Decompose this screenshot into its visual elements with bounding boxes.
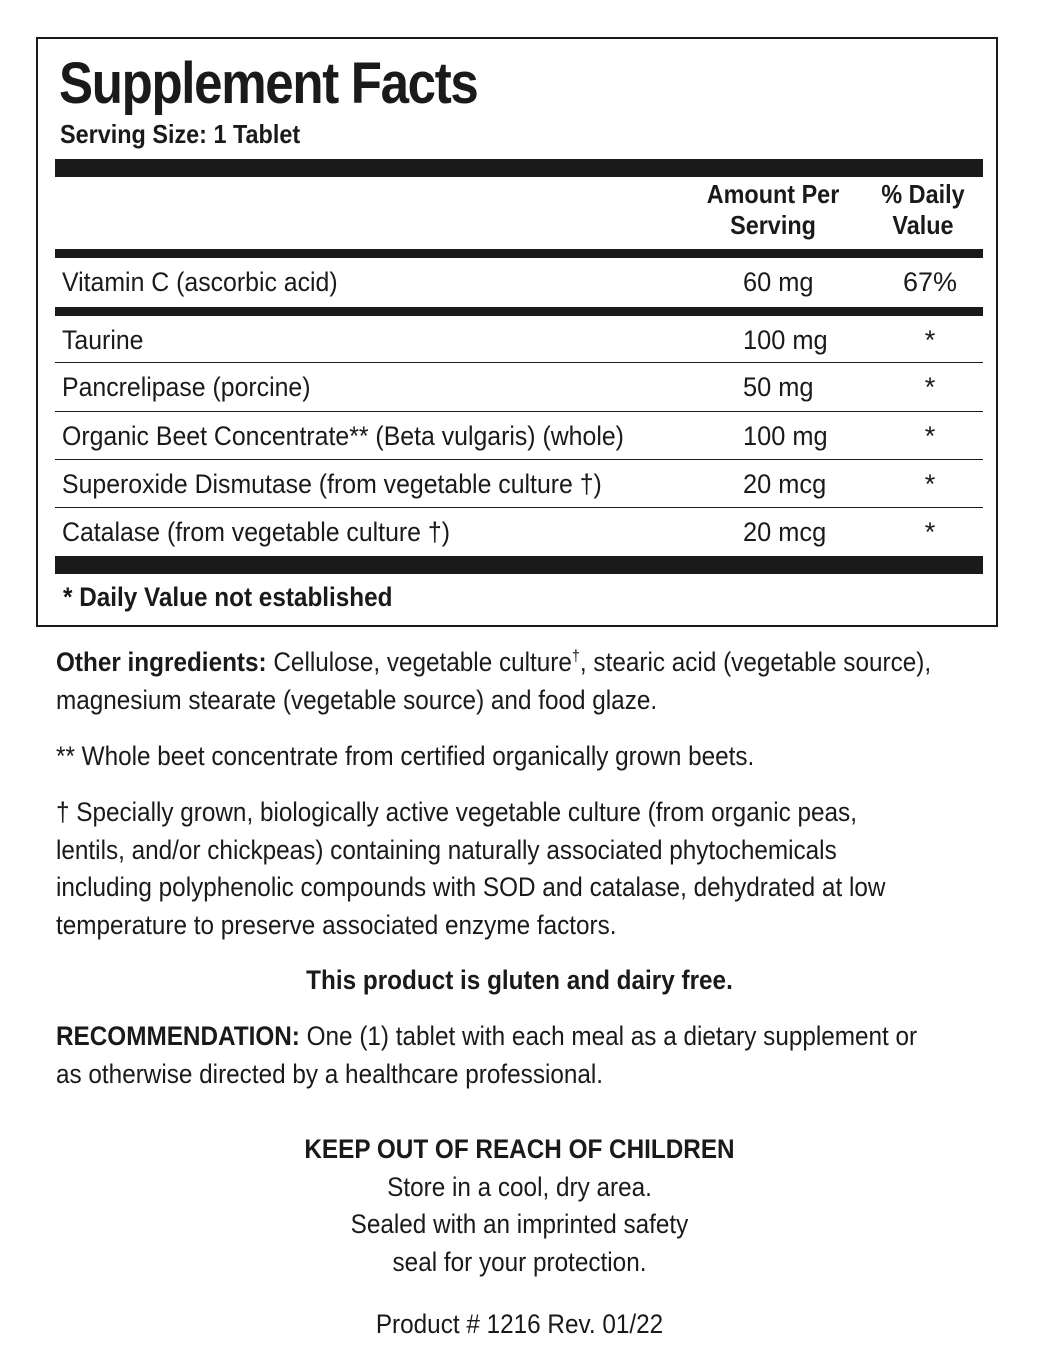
- facts-title: Supplement Facts: [59, 51, 478, 116]
- nutrient-amount: 50 mg: [743, 372, 814, 402]
- daily-value-header: % Daily Value: [881, 179, 965, 240]
- nutrient-daily-value: *: [924, 421, 936, 451]
- table-row: [55, 508, 983, 556]
- culture-note: † Specially grown, biologically active vegetable culture (from organic peas, lentils, and/or chickpeas) containing naturally associated phytochemicals including polyphenolic compounds with SOD and catalase, dehydrated at low temperature to preserve associated enzyme factors.: [56, 797, 886, 940]
- table-row: [55, 460, 983, 508]
- vitamin-divider-bar: [55, 307, 983, 316]
- nutrient-daily-value: *: [924, 325, 936, 355]
- table-row: [55, 412, 983, 460]
- supplement-facts-panel: [36, 37, 998, 627]
- bottom-divider-bar: [55, 556, 983, 574]
- nutrient-daily-value: *: [924, 517, 936, 547]
- top-divider-bar: [55, 159, 983, 177]
- nutrient-name: Pancrelipase (porcine): [62, 372, 311, 402]
- table-row: [55, 316, 983, 364]
- beet-note: ** Whole beet concentrate from certified organically grown beets.: [56, 741, 755, 771]
- other-ingredients: Other ingredients: Cellulose, vegetable culture†, stearic acid (vegetable source), magnesium stearate (vegetable source) and food glaze.: [56, 647, 932, 715]
- nutrient-daily-value: *: [924, 469, 936, 499]
- nutrient-amount: 100 mg: [743, 325, 828, 355]
- dagger-mark: †: [571, 648, 580, 665]
- nutrient-amount: 100 mg: [743, 421, 828, 451]
- table-row: [55, 258, 983, 306]
- serving-size: Serving Size: 1 Tablet: [60, 119, 301, 149]
- table-row: [55, 363, 983, 411]
- gluten-free-statement: This product is gluten and dairy free.: [306, 965, 733, 995]
- nutrient-name: Organic Beet Concentrate** (Beta vulgaris) (whole): [62, 421, 624, 451]
- product-code: Product # 1216 Rev. 01/22: [375, 1309, 664, 1339]
- recommendation: RECOMMENDATION: One (1) tablet with each meal as a dietary supplement or as otherwise directed by a healthcare professional.: [56, 1021, 918, 1089]
- warning-heading: KEEP OUT OF REACH OF CHILDREN: [304, 1134, 735, 1164]
- nutrient-daily-value: 67%: [902, 267, 958, 297]
- other-ingredients-label: Other ingredients:: [56, 647, 267, 677]
- nutrient-amount: 60 mg: [743, 267, 814, 297]
- nutrient-name: Superoxide Dismutase (from vegetable culture †): [62, 469, 602, 499]
- recommendation-label: RECOMMENDATION:: [56, 1021, 300, 1051]
- nutrient-name: Catalase (from vegetable culture †): [62, 517, 450, 547]
- nutrient-name: Vitamin C (ascorbic acid): [62, 267, 338, 297]
- warning-block: KEEP OUT OF REACH OF CHILDREN Store in a cool, dry area. Sealed with an imprinted safety seal for your protection.: [0, 1131, 1039, 1281]
- amount-per-serving-header: Amount Per Serving: [706, 179, 840, 240]
- nutrient-daily-value: *: [924, 372, 936, 402]
- nutrient-amount: 20 mcg: [743, 469, 827, 499]
- header-divider-bar: [55, 249, 983, 258]
- daily-value-footnote: * Daily Value not established: [63, 582, 393, 612]
- nutrient-name: Taurine: [62, 325, 144, 355]
- nutrient-amount: 20 mcg: [743, 517, 827, 547]
